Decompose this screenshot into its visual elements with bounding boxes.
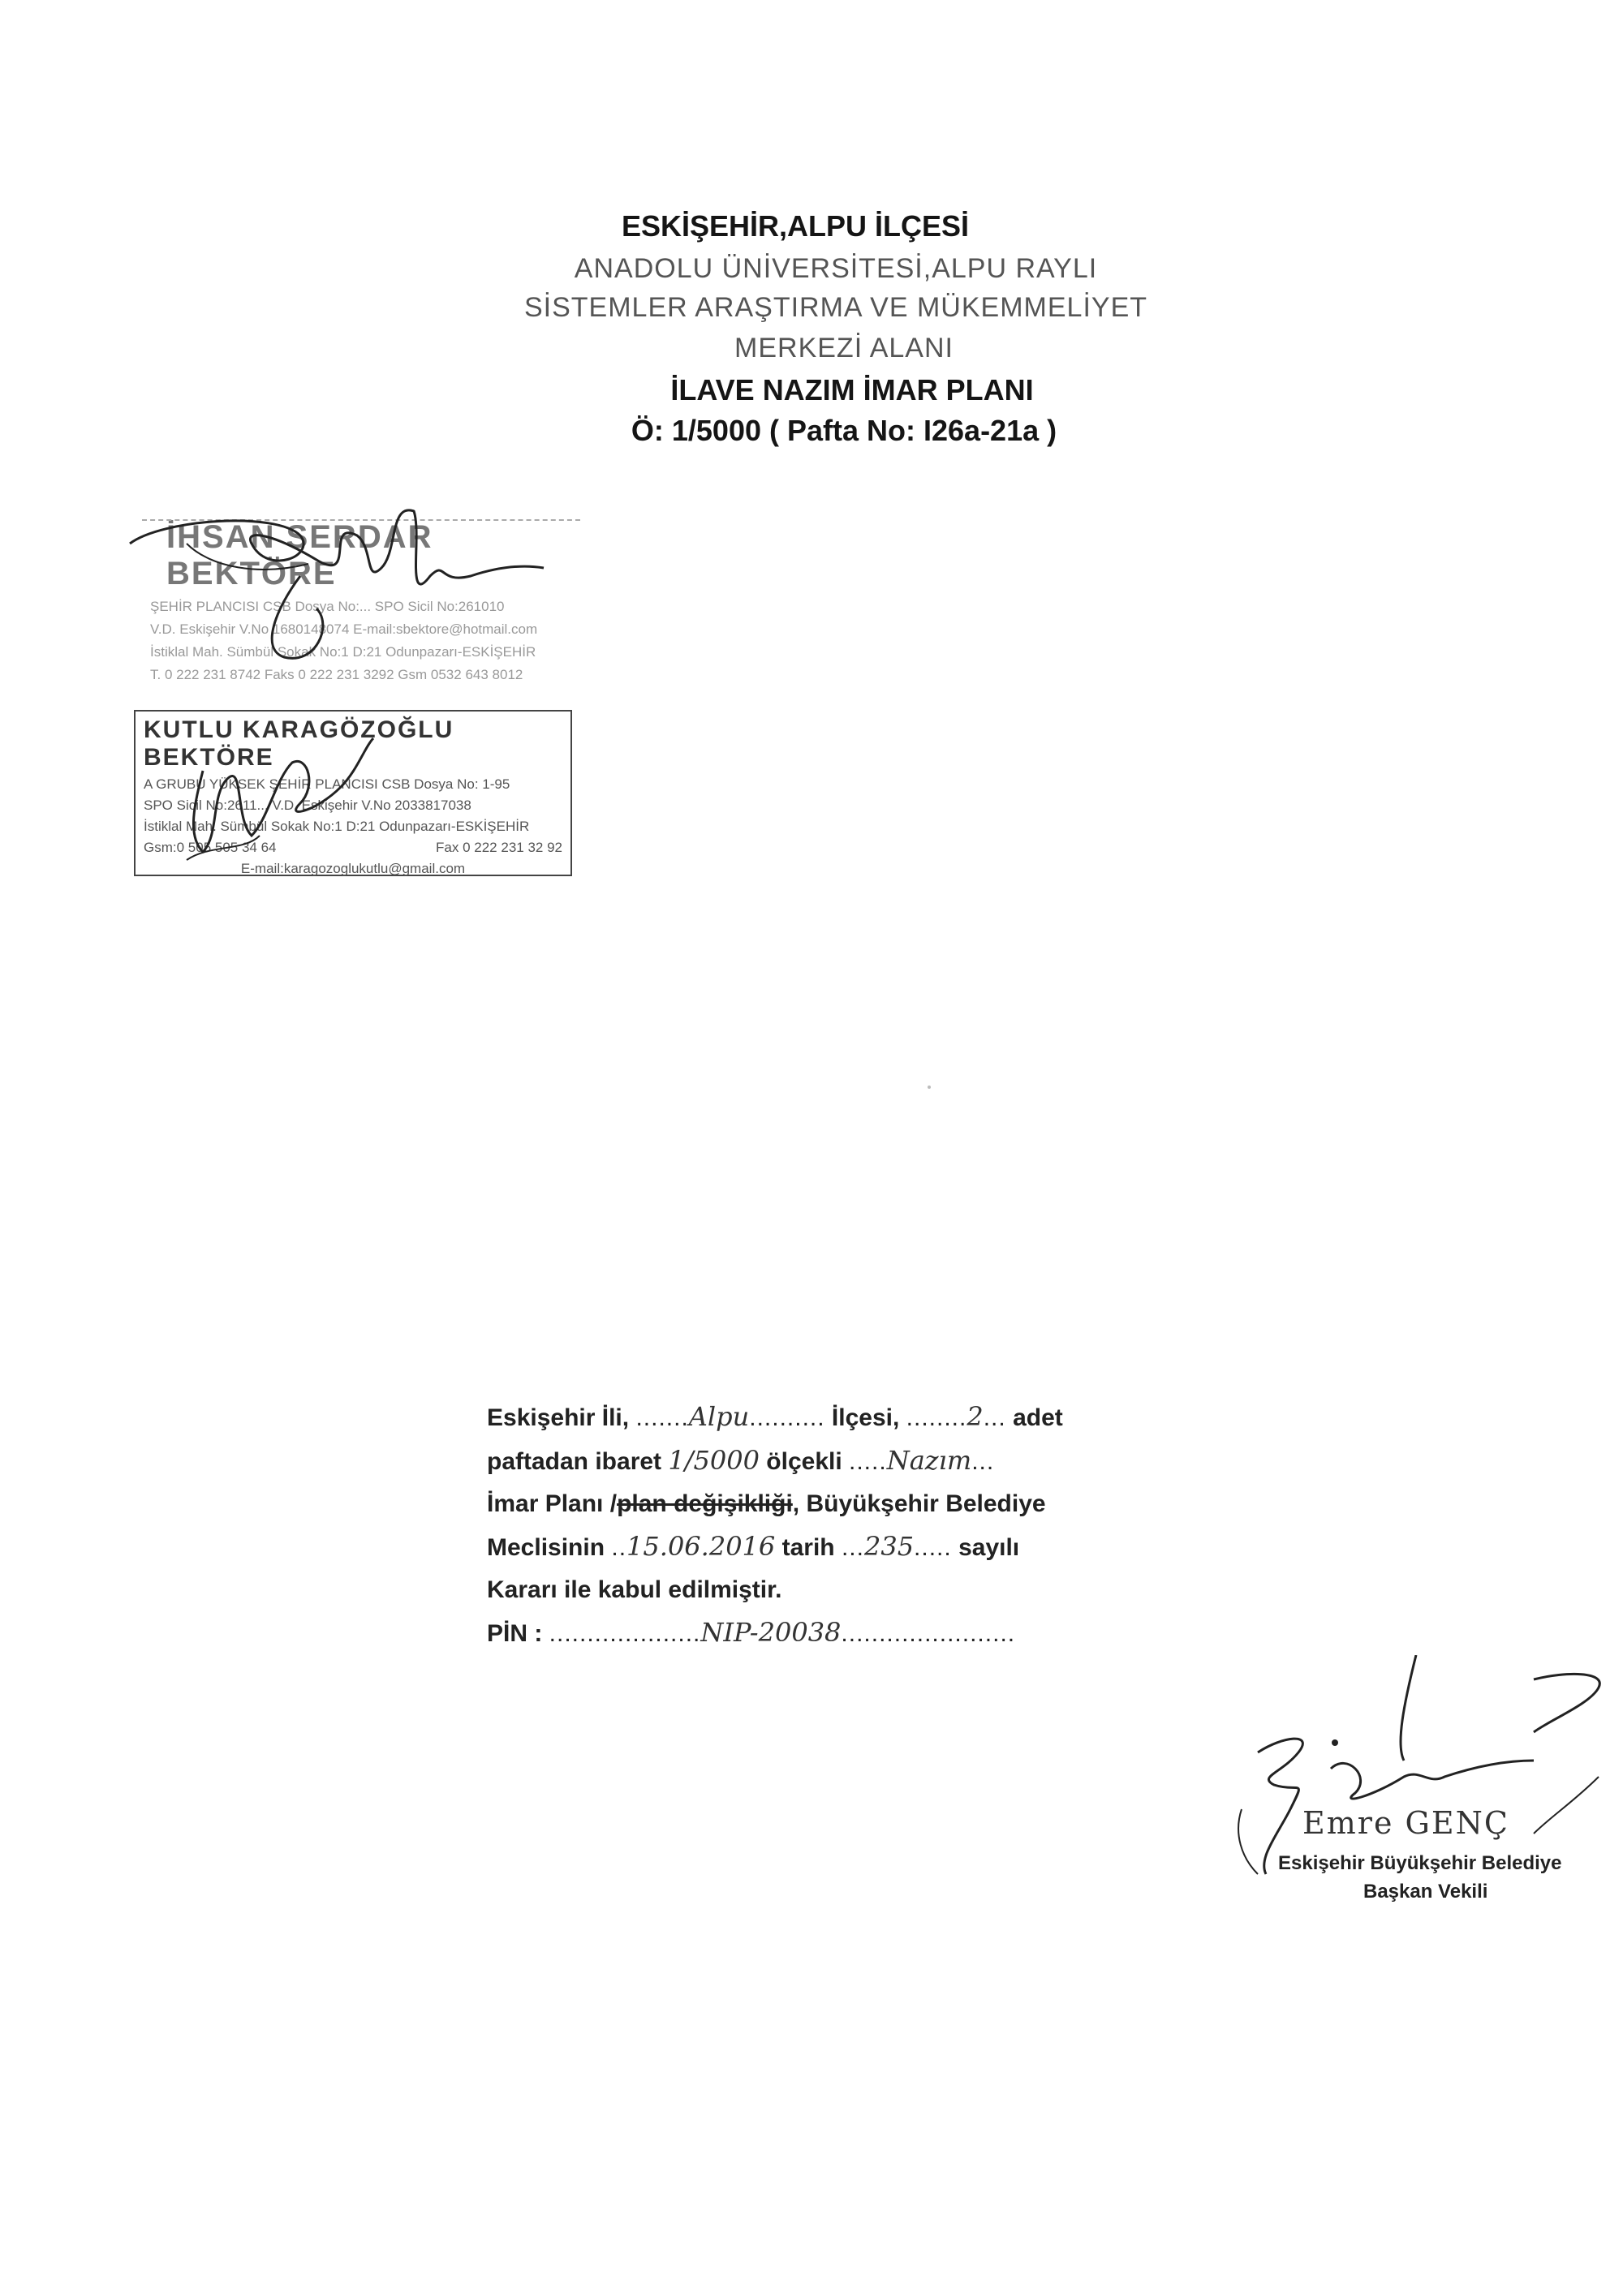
struck-through-text: plan değişikliği — [617, 1490, 793, 1517]
handwritten-scale: 1/5000 — [668, 1445, 760, 1476]
stamp-1-line-3: İstiklal Mah. Sümbül Sokak No:1 D:21 Odunpazarı-ESKİŞEHİR — [150, 644, 536, 660]
stamp-2-email: E-mail:karagozoglukutlu@gmail.com — [240, 861, 466, 876]
dots: ........ — [906, 1404, 967, 1431]
approval-text-segment: sayılı — [951, 1534, 1020, 1561]
handwritten-sheet-count: 2 — [966, 1401, 984, 1432]
approval-text-segment: Eskişehir İli, — [487, 1404, 636, 1431]
dots: ....... — [635, 1404, 689, 1431]
stamp-1-line-2: V.D. Eskişehir V.No 1680148074 E-mail:sbektore@hotmail.com — [150, 621, 538, 637]
approval-line-3 — [487, 1483, 1136, 1525]
approval-text-segment: paftadan ibaret — [487, 1448, 669, 1475]
dots: ..... — [914, 1534, 952, 1561]
dots: ... — [983, 1404, 1006, 1431]
approval-text-segment: tarih — [775, 1534, 842, 1561]
approval-text-segment: İlçesi, — [824, 1404, 906, 1431]
signature-stamp-1 — [114, 487, 568, 673]
dots: .. — [611, 1534, 627, 1561]
stamp-2-name: KUTLU KARAGÖZOĞLU BEKTÖRE — [144, 716, 454, 771]
handwritten-pin: NIP-20038 — [700, 1617, 842, 1648]
title-line-4: MERKEZİ ALANI — [734, 333, 954, 363]
stamp-2-fax: Fax 0 222 231 32 92 — [436, 840, 562, 855]
approval-text — [487, 1395, 1136, 1655]
dots: ... — [841, 1534, 864, 1561]
title-line-6: Ö: 1/5000 ( Pafta No: I26a-21a ) — [631, 414, 1057, 447]
signature-stamp-2 — [154, 714, 414, 876]
approval-text-segment: PİN : — [487, 1620, 549, 1647]
stamp-2-line-2: SPO Sicil No:2611... V.D. Eskişehir V.No 2033817038 — [144, 798, 471, 813]
mayor-role-line-2: Başkan Vekili — [1363, 1881, 1488, 1903]
dots: ... — [971, 1448, 995, 1475]
dots: .................... — [549, 1620, 701, 1647]
stamp-1-name: İHSAN SERDAR BEKTÖRE — [166, 519, 433, 591]
title-line-1: ESKİŞEHİR,ALPU İLÇESİ — [621, 209, 970, 243]
dots: ....................... — [841, 1620, 1016, 1647]
stamp-1-line-1: ŞEHİR PLANCISI CSB Dosya No:... SPO Sicil No:261010 — [150, 599, 505, 614]
approval-line-2 — [487, 1439, 1136, 1483]
approval-line-4 — [487, 1525, 1136, 1569]
approval-line-5: Kararı ile kabul edilmiştir. — [487, 1576, 782, 1603]
handwritten-decision-no: 235 — [863, 1531, 915, 1562]
title-line-2: ANADOLU ÜNİVERSİTESİ,ALPU RAYLI — [574, 253, 1098, 284]
stamp-2-gsm: Gsm:0 505 505 34 64 — [144, 840, 277, 855]
stamp-1-line-4: T. 0 222 231 8742 Faks 0 222 231 3292 Gsm 0532 643 8012 — [150, 667, 523, 682]
approval-line-6 — [487, 1611, 1136, 1655]
handwritten-plan-type: Nazım — [886, 1445, 972, 1476]
approval-text-segment: İmar Planı / — [487, 1490, 618, 1517]
approval-line-1 — [487, 1395, 1136, 1439]
approval-text-segment: Meclisinin — [487, 1534, 612, 1561]
handwritten-date: 15.06.2016 — [626, 1531, 776, 1562]
stamp-2-line-3: İstiklal Mah. Sümbül Sokak No:1 D:21 Odunpazarı-ESKİŞEHİR — [144, 819, 530, 834]
handwritten-district: Alpu — [688, 1401, 750, 1432]
scan-speck — [928, 1086, 931, 1089]
mayor-role-line-1: Eskişehir Büyükşehir Belediye — [1278, 1852, 1562, 1874]
dots: ..... — [849, 1448, 887, 1475]
stamp-2-line-1: A GRUBU YÜKSEK ŞEHİR PLANCISI CSB Dosya No: 1-95 — [144, 776, 510, 792]
title-line-5: İLAVE NAZIM İMAR PLANI — [670, 373, 1034, 406]
title-line-3: SİSTEMLER ARAŞTIRMA VE MÜKEMMELİYET — [523, 292, 1148, 323]
approval-text-segment: adet — [1005, 1404, 1063, 1431]
approval-text-segment: , Büyükşehir Belediye — [792, 1490, 1046, 1517]
mayor-name: Emre GENÇ — [1302, 1805, 1509, 1841]
approval-text-segment: ölçekli — [759, 1448, 850, 1475]
dots: .......... — [749, 1404, 825, 1431]
